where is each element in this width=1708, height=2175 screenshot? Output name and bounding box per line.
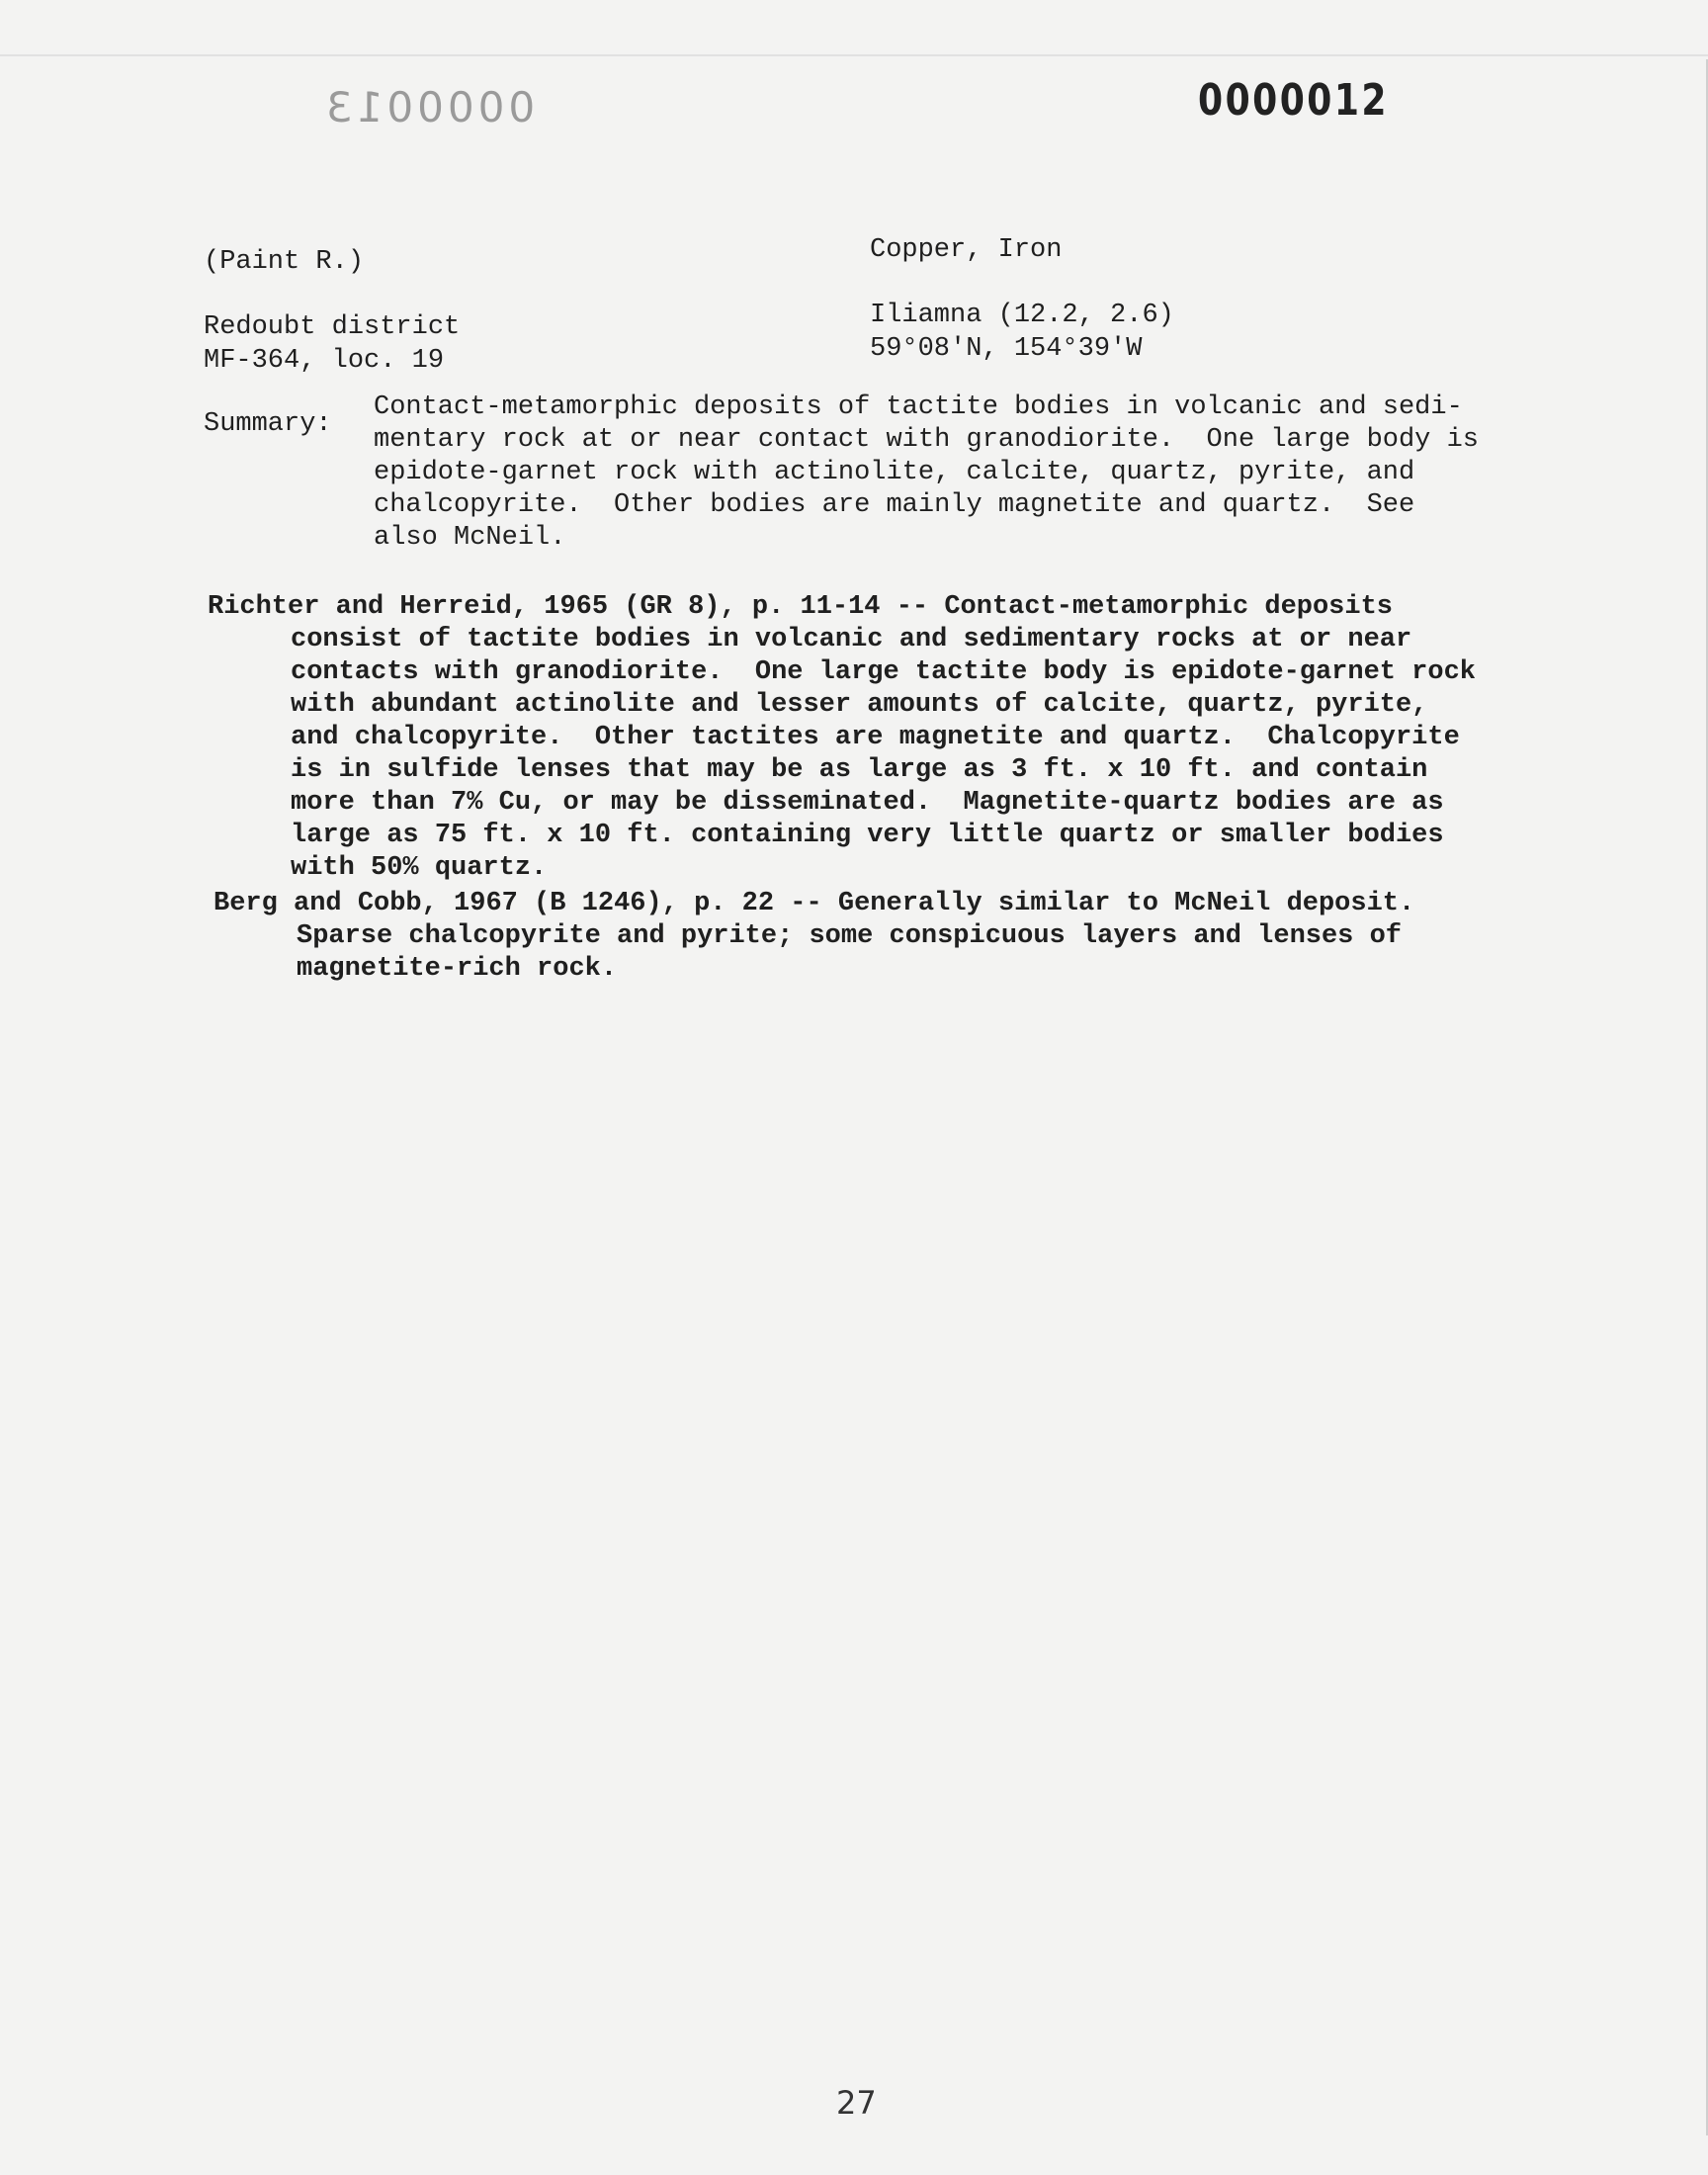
scan-edge-top — [0, 54, 1708, 56]
reference-line: Berg and Cobb, 1967 (B 1246), p. 22 -- Generally similar to McNeil deposit. — [214, 889, 1415, 918]
reference-line: Sparse chalcopyrite and pyrite; some conspicuous layers and lenses of — [297, 921, 1402, 951]
reference-line: magnetite-rich rock. — [297, 954, 618, 984]
coordinates: 59°08'N, 154°39'W — [870, 334, 1143, 364]
page-number: 27 — [836, 2084, 877, 2122]
summary-line: also McNeil. — [374, 523, 566, 553]
reference-line: consist of tactite bodies in volcanic and sedimentary rocks at or near — [291, 625, 1412, 654]
reference-richter-herreid — [208, 591, 1476, 885]
reference-berg-cobb — [214, 888, 1414, 986]
reference-line: with 50% quartz. — [291, 853, 548, 883]
reference-line: Richter and Herreid, 1965 (GR 8), p. 11-14 -- Contact-metamorphic deposits — [208, 592, 1393, 622]
summary-line: Contact-metamorphic deposits of tactite bodies in volcanic and sedi- — [374, 392, 1463, 422]
district-name: Redoubt district — [204, 312, 461, 342]
commodities: Copper, Iron — [870, 235, 1063, 265]
reference-line: contacts with granodiorite. One large tactite body is epidote-garnet rock — [291, 657, 1476, 687]
summary-line: mentary rock at or near contact with granodiorite. One large body is — [374, 425, 1479, 455]
reference-line: is in sulfide lenses that may be as large as 3 ft. x 10 ft. and contain — [291, 755, 1428, 785]
reference-line: and chalcopyrite. Other tactites are magnetite and quartz. Chalcopyrite — [291, 723, 1460, 752]
summary-label: Summary: — [204, 409, 332, 439]
reference-line: large as 75 ft. x 10 ft. containing very little quartz or smaller bodies — [291, 821, 1444, 850]
quadrangle: Iliamna (12.2, 2.6) — [870, 301, 1174, 330]
river-name: (Paint R.) — [204, 247, 365, 277]
summary-line: chalcopyrite. Other bodies are mainly magnetite and quartz. See — [374, 490, 1415, 520]
reference-line: with abundant actinolite and lesser amounts of calcite, quartz, pyrite, — [291, 690, 1428, 720]
summary-text — [374, 392, 1540, 555]
summary-line: epidote-garnet rock with actinolite, calcite, quartz, pyrite, and — [374, 458, 1415, 487]
document-stamp-number: 0000012 — [1198, 75, 1389, 126]
map-reference: MF-364, loc. 19 — [204, 346, 445, 376]
mirrored-stamp-number: 0000013 — [322, 83, 536, 131]
reference-line: more than 7% Cu, or may be disseminated. Magnetite-quartz bodies are as — [291, 788, 1444, 818]
